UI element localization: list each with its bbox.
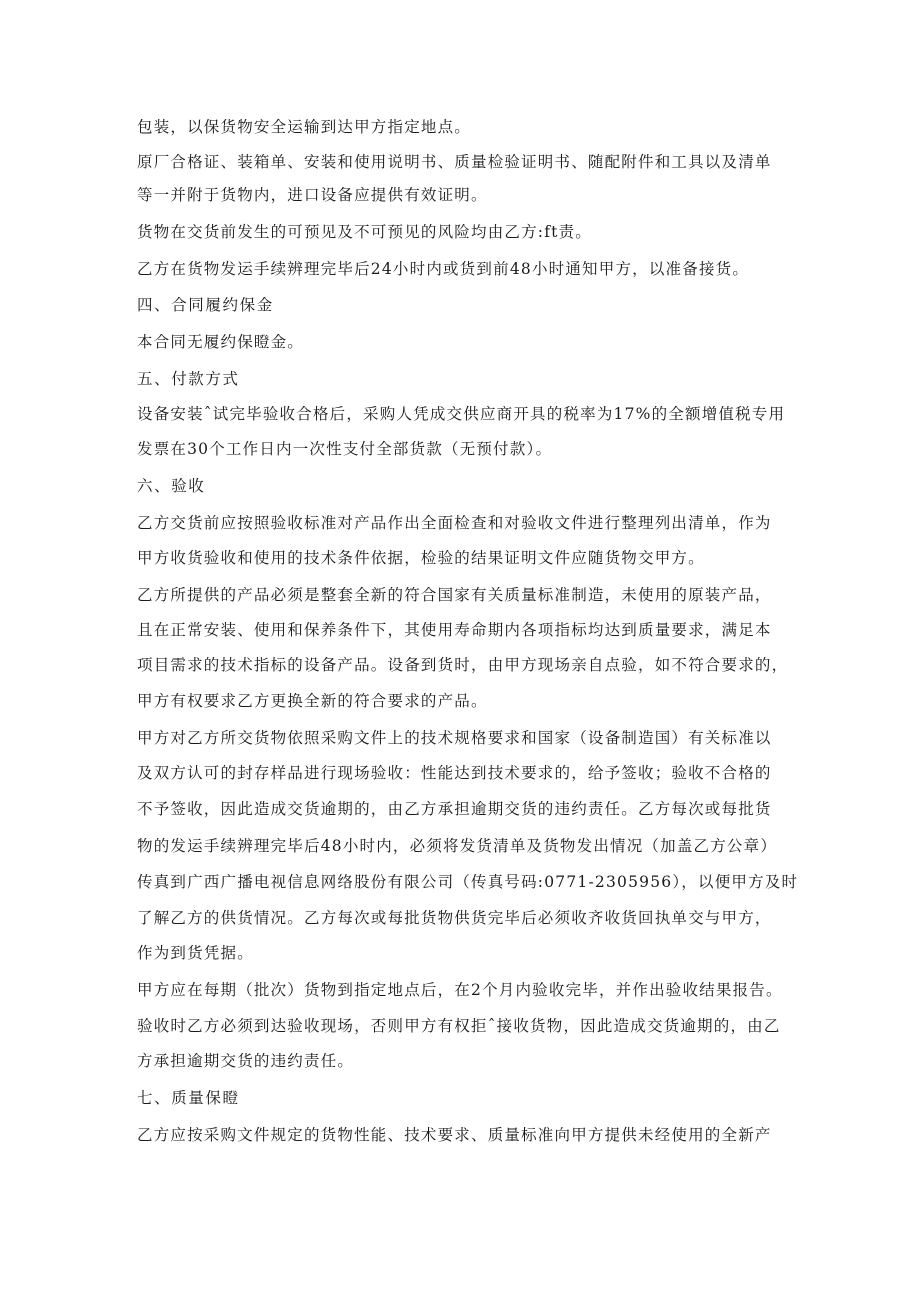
paragraph-line: 甲方对乙方所交货物依照采购文件上的技术规格要求和国家（设备制造国）有关标准以 bbox=[137, 729, 772, 747]
paragraph-line: 方承担逾期交货的违约责任。 bbox=[137, 1052, 355, 1070]
paragraph-line: 货物在交货前发生的可预见及不可预见的风险均由乙方:ft责。 bbox=[137, 223, 592, 241]
paragraph-line: 等一并附于货物内，进口设备应提供有效证明。 bbox=[137, 186, 488, 204]
paragraph-line: 项目需求的技术指标的设备产品。设备到货时，由甲方现场亲自点验，如不符合要求的， bbox=[137, 656, 789, 674]
paragraph-line: 乙方应按采购文件规定的货物性能、技术要求、质量标准向甲方提供未经使用的全新产 bbox=[137, 1126, 772, 1144]
paragraph-line: 乙方在货物发运手续辨理完毕后24小时内或货到前48小时通知甲方，以准备接货。 bbox=[137, 260, 750, 278]
paragraph-line: 包装，以保货物安全运输到达甲方指定地点。 bbox=[137, 118, 472, 136]
paragraph-line: 本合同无履约保瞪金。 bbox=[137, 333, 305, 351]
section-heading: 五、付款方式 bbox=[137, 370, 240, 388]
paragraph-line: 了解乙方的供货情况。乙方每次或每批货物供货完毕后必须收齐收货回执单交与甲方， bbox=[137, 909, 772, 927]
paragraph-line: 及双方认可的封存样品进行现场验收：性能达到技术要求的，给予签收；验收不合格的 bbox=[137, 764, 772, 782]
paragraph-line: 设备安装ˆ试完毕验收合格后，采购人凭成交供应商开具的税率为17%的全额增值税专用 bbox=[137, 405, 786, 423]
paragraph-line: 乙方交货前应按照验收标准对产品作出全面检查和对验收文件进行整理列出清单，作为 bbox=[137, 514, 772, 532]
paragraph-line: 乙方所提供的产品必须是整套全新的符合国家有关质量标准制造，未使用的原装产品， bbox=[137, 586, 772, 604]
paragraph-line: 验收时乙方必须到达验收现场，否则甲方有权拒ˆ接收货物，因此造成交货逾期的，由乙 bbox=[137, 1017, 781, 1035]
paragraph-line: 作为到货凭据。 bbox=[137, 944, 254, 962]
paragraph-line: 甲方应在每期（批次）货物到指定地点后，在2个月内验收完毕，并作出验收结果报告。 bbox=[137, 981, 783, 999]
paragraph-line: 不予签收，因此造成交货逾期的，由乙方承担逾期交货的违约责任。乙方每次或每批货 bbox=[137, 800, 772, 818]
paragraph-line: 且在正常安装、使用和保养条件下，其使用寿命期内各项指标均达到质量要求，满足本 bbox=[137, 621, 772, 639]
section-heading: 四、合同履约保金 bbox=[137, 296, 274, 314]
paragraph-line: 甲方有权要求乙方更换全新的符合要求的产品。 bbox=[137, 692, 488, 710]
paragraph-line: 原厂合格证、装箱单、安装和使用说明书、质量检验证明书、随配附件和工具以及清单 bbox=[137, 153, 772, 171]
paragraph-line: 物的发运手续辨理完毕后48小时内，必须将发货清单及货物发出情况（加盖乙方公章） bbox=[137, 837, 778, 855]
section-heading: 六、验收 bbox=[137, 477, 206, 495]
paragraph-line: 发票在30个工作日内一次性支付全部货款（无预付款）。 bbox=[137, 440, 553, 458]
paragraph-line: 甲方收货验收和使用的技术条件依据，检验的结果证明文件应随货物交甲方。 bbox=[137, 549, 705, 567]
section-heading: 七、质量保瞪 bbox=[137, 1089, 240, 1107]
paragraph-line: 传真到广西广播电视信息网络股份有限公司（传真号码:0771-2305956），以便甲方及时 bbox=[137, 873, 799, 891]
